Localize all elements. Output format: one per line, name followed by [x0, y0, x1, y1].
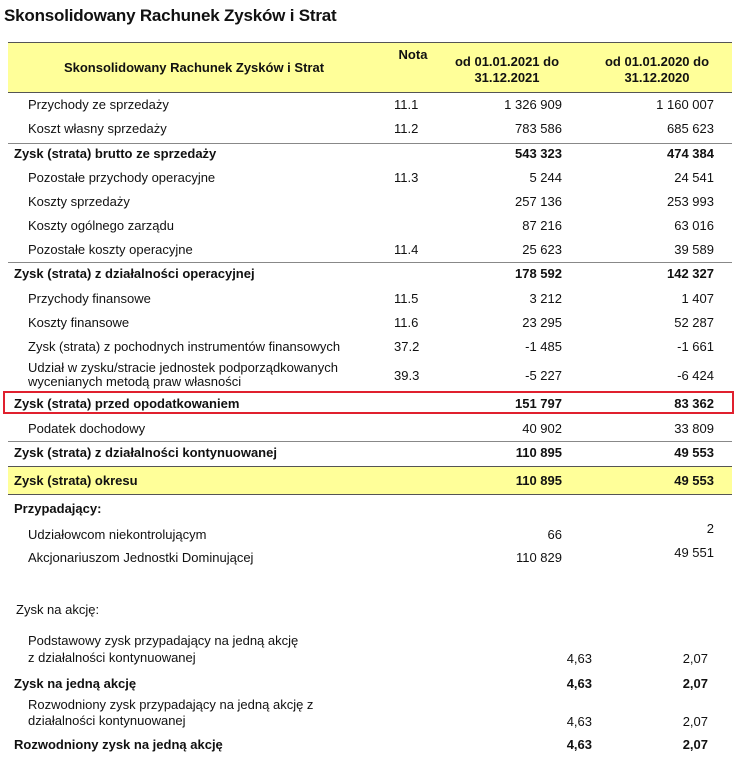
- subtotal-row: [8, 266, 732, 284]
- row-value-2021: 5 244: [529, 170, 562, 185]
- row-value-2020: 24 541: [674, 170, 714, 185]
- subtotal-row: [8, 146, 732, 164]
- row-value-2021: -5 227: [525, 368, 562, 383]
- row-value-2020: 49 553: [674, 445, 714, 460]
- row-value-2020: 474 384: [667, 146, 714, 161]
- row-value-2021: 783 586: [515, 121, 562, 136]
- row-nota: 11.5: [394, 291, 419, 306]
- row-value-2021: 3 212: [529, 291, 562, 306]
- row-label: Rozwodniony zysk na jedną akcję: [14, 737, 223, 752]
- header-name: Skonsolidowany Rachunek Zysków i Strat: [63, 60, 325, 75]
- row-value-2020: 33 809: [674, 421, 714, 436]
- row-label: Zysk (strata) okresu: [14, 473, 138, 488]
- total-row: [8, 466, 732, 495]
- table-row: [8, 361, 732, 389]
- row-value-2020: 1 407: [681, 291, 714, 306]
- row-value-2021: 1 326 909: [504, 97, 562, 112]
- row-label: Pozostałe przychody operacyjne: [28, 170, 216, 185]
- row-value-2021: 23 295: [522, 315, 562, 330]
- row-value-2020: 253 993: [667, 194, 714, 209]
- row-nota: 11.3: [394, 170, 419, 185]
- row-label-line1: Podstawowy zysk przypadający na jedną akcję: [28, 633, 299, 648]
- eps-row: [8, 676, 732, 694]
- row-value-2021: 4,63: [566, 676, 592, 691]
- row-value-2021: 257 136: [515, 194, 562, 209]
- row-value-2020: -6 424: [677, 368, 714, 383]
- row-value-2020: 49 551: [674, 545, 714, 560]
- header-nota: Nota: [398, 47, 428, 62]
- row-value-2020: 2: [706, 521, 714, 536]
- header-period-2021-line1: od 01.01.2021 do: [454, 54, 560, 69]
- eps-heading-row: [8, 602, 732, 620]
- eps-row: [8, 698, 732, 728]
- divider: [8, 441, 732, 442]
- row-value-2020: 1 160 007: [656, 97, 714, 112]
- table-row: [8, 291, 732, 309]
- row-value-2021: -1 485: [525, 339, 562, 354]
- row-label: Koszty finansowe: [28, 315, 130, 330]
- table-row: [8, 170, 732, 188]
- attribution-heading-row: [8, 501, 732, 519]
- row-value-2020: 142 327: [667, 266, 714, 281]
- row-value-2021: 4,63: [566, 737, 592, 752]
- page-title: Skonsolidowany Rachunek Zysków i Strat: [4, 6, 337, 25]
- row-value-2021: 110 829: [515, 550, 562, 565]
- header-period-2020: [582, 54, 732, 86]
- row-label: Zysk (strata) z działalności kontynuowanej: [14, 445, 277, 460]
- row-label: Zysk (strata) brutto ze sprzedaży: [14, 146, 217, 161]
- row-label: Udziałowcom niekontrolującym: [28, 527, 207, 542]
- table-row: [8, 121, 732, 139]
- table-row: [8, 194, 732, 212]
- row-value-2020: 49 553: [674, 473, 714, 488]
- header-period-2021-line2: 31.12.2021: [474, 70, 540, 85]
- row-label: Zysk na jedną akcję: [14, 676, 137, 691]
- row-value-2021: 87 216: [522, 218, 562, 233]
- row-label: Przychody ze sprzedaży: [28, 97, 169, 112]
- row-value-2020: 39 589: [674, 242, 714, 257]
- row-label: Pozostałe koszty operacyjne: [28, 242, 193, 257]
- row-nota: 37.2: [394, 339, 420, 354]
- row-value-2020: 685 623: [667, 121, 714, 136]
- row-label-line1: Udział w zysku/stracie jednostek podporządkowanych: [28, 360, 338, 375]
- subtotal-row: [8, 445, 732, 463]
- row-label-line2: działalności kontynuowanej: [28, 713, 186, 728]
- row-label-line2: wycenianych metodą praw własności: [28, 374, 242, 389]
- table-row: [8, 421, 732, 439]
- row-value-2020: 52 287: [674, 315, 714, 330]
- row-label: Koszty ogólnego zarządu: [28, 218, 174, 233]
- row-label: Zysk (strata) przed opodatkowaniem: [14, 396, 240, 411]
- table-header: [8, 42, 732, 93]
- table-row: [8, 97, 732, 115]
- row-value-2021: 40 902: [522, 421, 562, 436]
- row-label: Zysk (strata) z pochodnych instrumentów finansowych: [28, 339, 341, 354]
- row-value-2021: 110 895: [515, 473, 562, 488]
- row-value-2020: 2,07: [682, 737, 708, 752]
- row-nota: 11.2: [394, 121, 419, 136]
- row-label: Koszty sprzedaży: [28, 194, 130, 209]
- eps-row: [8, 737, 732, 755]
- row-label-line2: z działalności kontynuowanej: [28, 650, 196, 665]
- eps-row: [8, 634, 732, 666]
- row-value-2021: 110 895: [515, 445, 562, 460]
- highlight-frame: [3, 391, 734, 414]
- attribution-row: [8, 521, 732, 545]
- row-label: Podatek dochodowy: [28, 421, 146, 436]
- row-nota: 11.4: [394, 242, 419, 257]
- header-period-2020-line2: 31.12.2020: [624, 70, 690, 85]
- divider: [8, 262, 732, 263]
- attribution-row: [8, 547, 732, 567]
- row-value-2020: 2,07: [682, 676, 708, 691]
- row-value-2020: 2,07: [682, 714, 708, 729]
- row-value-2021: 4,63: [566, 651, 592, 666]
- row-label-line1: Rozwodniony zysk przypadający na jedną akcję z: [28, 697, 314, 712]
- row-label: Zysk (strata) z działalności operacyjnej: [14, 266, 255, 281]
- header-period-2021: [432, 54, 582, 86]
- row-value-2021: 151 797: [515, 396, 562, 411]
- row-value-2020: 83 362: [674, 396, 714, 411]
- divider: [8, 143, 732, 144]
- row-value-2021: 25 623: [522, 242, 562, 257]
- row-value-2021: 178 592: [515, 266, 562, 281]
- row-value-2020: -1 661: [677, 339, 714, 354]
- row-label: Koszt własny sprzedaży: [28, 121, 167, 136]
- row-nota: 11.6: [394, 315, 419, 330]
- table-row: [8, 218, 732, 236]
- attribution-heading: Przypadający:: [14, 501, 102, 516]
- eps-heading: Zysk na akcję:: [16, 602, 100, 617]
- table-row: [8, 339, 732, 357]
- row-nota: 11.1: [394, 97, 419, 112]
- row-label: Przychody finansowe: [28, 291, 151, 306]
- row-value-2020: 2,07: [682, 651, 708, 666]
- table-row: [8, 242, 732, 260]
- table-row: [8, 315, 732, 333]
- row-value-2021: 543 323: [515, 146, 562, 161]
- row-value-2020: 63 016: [674, 218, 714, 233]
- row-label: Akcjonariuszom Jednostki Dominującej: [28, 550, 254, 565]
- row-value-2021: 4,63: [566, 714, 592, 729]
- header-period-2020-line1: od 01.01.2020 do: [604, 54, 710, 69]
- row-nota: 39.3: [394, 368, 420, 383]
- row-value-2021: 66: [547, 527, 562, 542]
